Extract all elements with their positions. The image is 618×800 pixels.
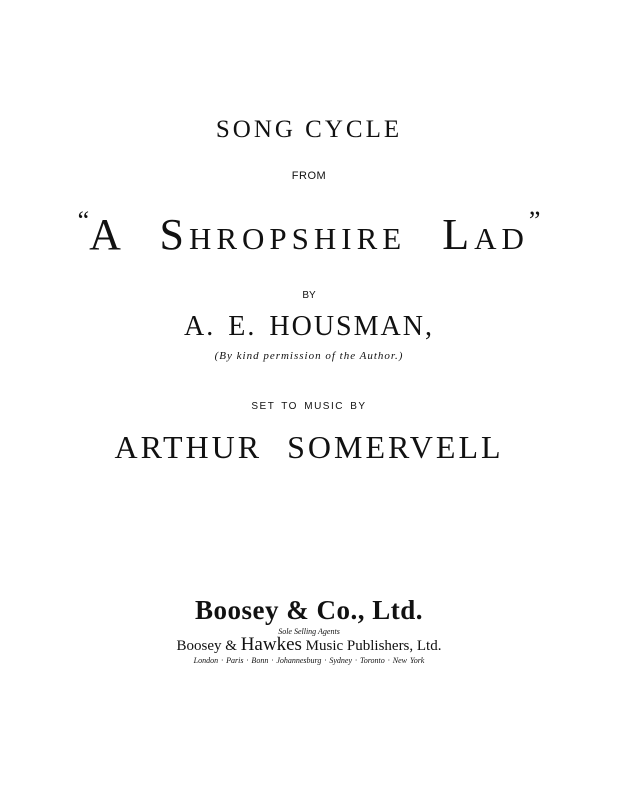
- open-quote: “: [77, 206, 90, 235]
- cities-list: London · Paris · Bonn · Johannesburg · Sydney · Toronto · New York: [193, 656, 425, 665]
- sole-agents-label: Sole Selling Agents: [278, 627, 340, 636]
- agent-line: [0, 635, 618, 654]
- set-to-music-label: SET TO MUSIC BY: [251, 401, 367, 412]
- from-label: FROM: [291, 170, 327, 182]
- poet-name: A. E. HOUSMAN,: [184, 311, 434, 342]
- permission-note: (By kind permission of the Author.): [214, 350, 404, 362]
- work-title-text: A Shropshire Lad: [89, 210, 529, 259]
- agent-hawkes: Hawkes: [240, 634, 302, 655]
- song-cycle-heading: SONG CYCLE: [215, 116, 403, 143]
- agent-prefix: Boosey &: [176, 638, 241, 654]
- agent-suffix: Music Publishers, Ltd.: [301, 638, 442, 654]
- by-label: BY: [302, 290, 316, 301]
- work-title: [0, 208, 618, 257]
- close-quote: ”: [528, 206, 541, 235]
- composer-name: ARTHUR SOMERVELL: [114, 429, 504, 465]
- publisher-name: Boosey & Co., Ltd.: [194, 595, 423, 625]
